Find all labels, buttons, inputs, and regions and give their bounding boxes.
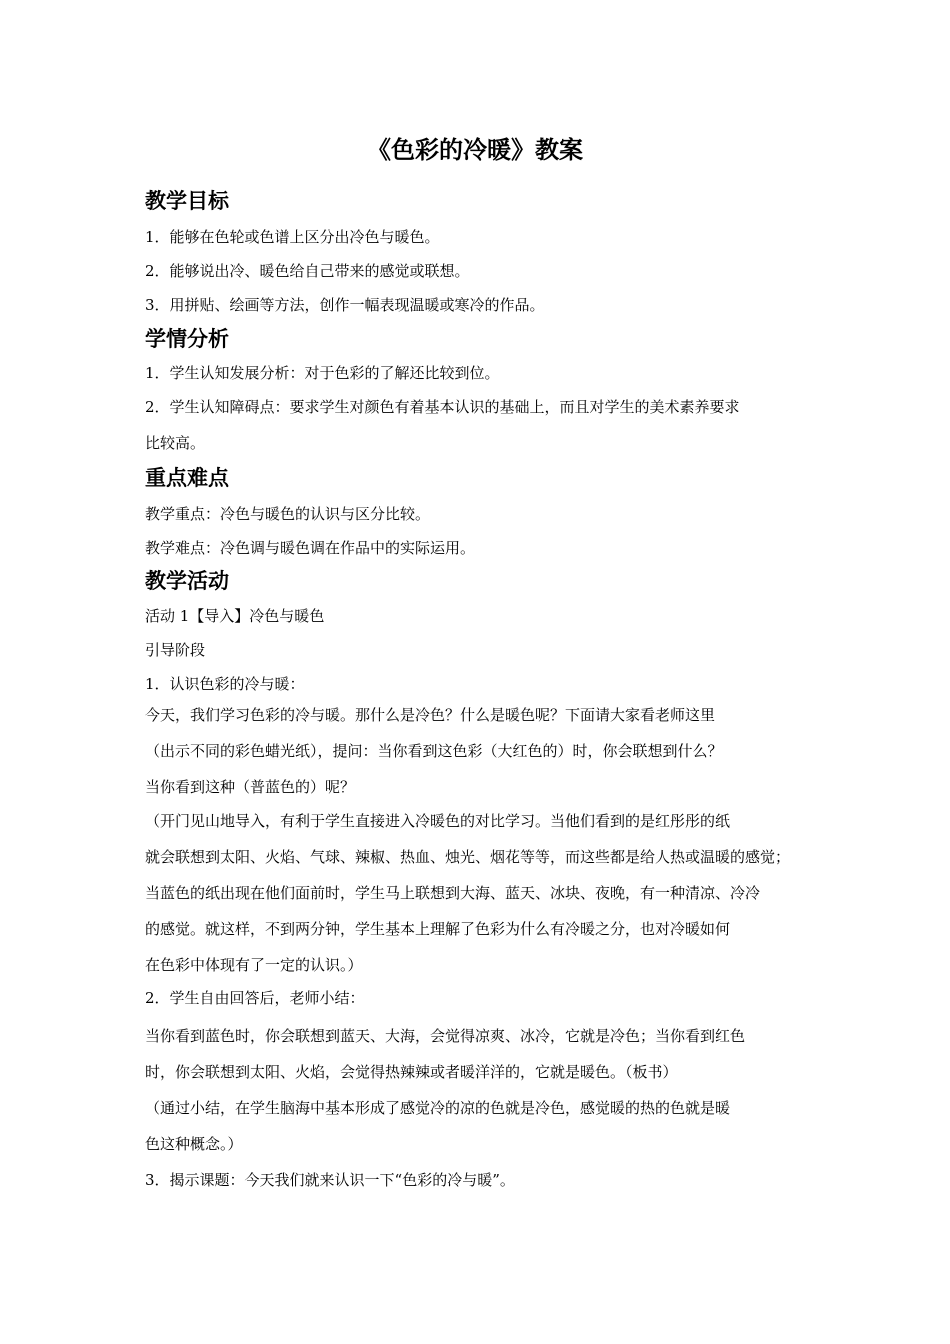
goal-item-2: 2．能够说出冷、暖色给自己带来的感觉或联想。: [145, 262, 470, 280]
analysis-item-2-cont: 比较高。: [145, 434, 206, 452]
goal-item-1: 1．能够在色轮或色谱上区分出冷色与暖色。: [145, 228, 440, 246]
activity-line-9: 当蓝色的纸出现在他们面前时，学生马上联想到大海、蓝天、冰块、夜晚，有一种清凉、冷冷: [145, 884, 761, 902]
key-point-1: 教学重点：冷色与暖色的认识与区分比较。: [145, 505, 431, 523]
activity-line-8: 就会联想到太阳、火焰、气球、辣椒、热血、烛光、烟花等等，而这些都是给人热或温暖的感觉；: [145, 848, 791, 866]
activity-line-16: 色这种概念。）: [145, 1135, 243, 1153]
heading-key-points: 重点难点: [145, 466, 229, 490]
activity-line-14: 时，你会联想到太阳、火焰，会觉得热辣辣或者暖洋洋的，它就是暖色。（板书）: [145, 1063, 678, 1081]
analysis-item-2: 2．学生认知障碍点：要求学生对颜色有着基本认识的基础上，而且对学生的美术素养要求: [145, 398, 740, 416]
heading-goals: 教学目标: [145, 189, 229, 213]
activity-line-12: 2．学生自由回答后，老师小结：: [145, 989, 365, 1007]
activity-paragraph-3: [145, 1018, 815, 1090]
activity-line-3: 1．认识色彩的冷与暖：: [145, 675, 305, 693]
activity-line-15: （通过小结，在学生脑海中基本形成了感觉冷的凉的色就是冷色，感觉暖的热的色就是暖: [145, 1099, 731, 1117]
activity-line-17: 3．揭示课题：今天我们就来认识一下“色彩的冷与暖”。: [145, 1171, 515, 1189]
goal-item-3: 3．用拼贴、绘画等方法，创作一幅表现温暖或寒冷的作品。: [145, 296, 545, 314]
key-point-2: 教学难点：冷色调与暖色调在作品中的实际运用。: [145, 539, 476, 557]
activity-line-10: 的感觉。就这样，不到两分钟，学生基本上理解了色彩为什么有冷暖之分，也对冷暖如何: [145, 920, 731, 938]
activity-line-4: 今天，我们学习色彩的冷与暖。那什么是冷色？什么是暖色呢？下面请大家看老师这里: [145, 706, 716, 724]
activity-line-5: （出示不同的彩色蜡光纸），提问：当你看到这色彩（大红色的）时，你会联想到什么？: [145, 742, 723, 760]
activity-line-11: 在色彩中体现有了一定的认识。）: [145, 956, 363, 974]
activity-paragraph-2: [145, 803, 815, 983]
activity-line-1: 活动 1【导入】冷色与暖色: [145, 607, 325, 625]
analysis-item-1: 1．学生认知发展分析：对于色彩的了解还比较到位。: [145, 364, 500, 382]
document-title: 《色彩的冷暖》教案: [367, 136, 583, 164]
activity-line-7: （开门见山地导入，有利于学生直接进入冷暖色的对比学习。当他们看到的是红彤彤的纸: [145, 812, 731, 830]
heading-activity: 教学活动: [145, 569, 229, 593]
activity-line-13: 当你看到蓝色时，你会联想到蓝天、大海，会觉得凉爽、冰冷，它就是冷色；当你看到红色: [145, 1027, 746, 1045]
activity-paragraph-1: [145, 697, 815, 805]
activity-line-2: 引导阶段: [145, 641, 206, 659]
activity-paragraph-4: [145, 1090, 815, 1162]
heading-analysis: 学情分析: [145, 327, 229, 351]
activity-line-6: 当你看到这种（普蓝色的）呢？: [145, 778, 356, 796]
